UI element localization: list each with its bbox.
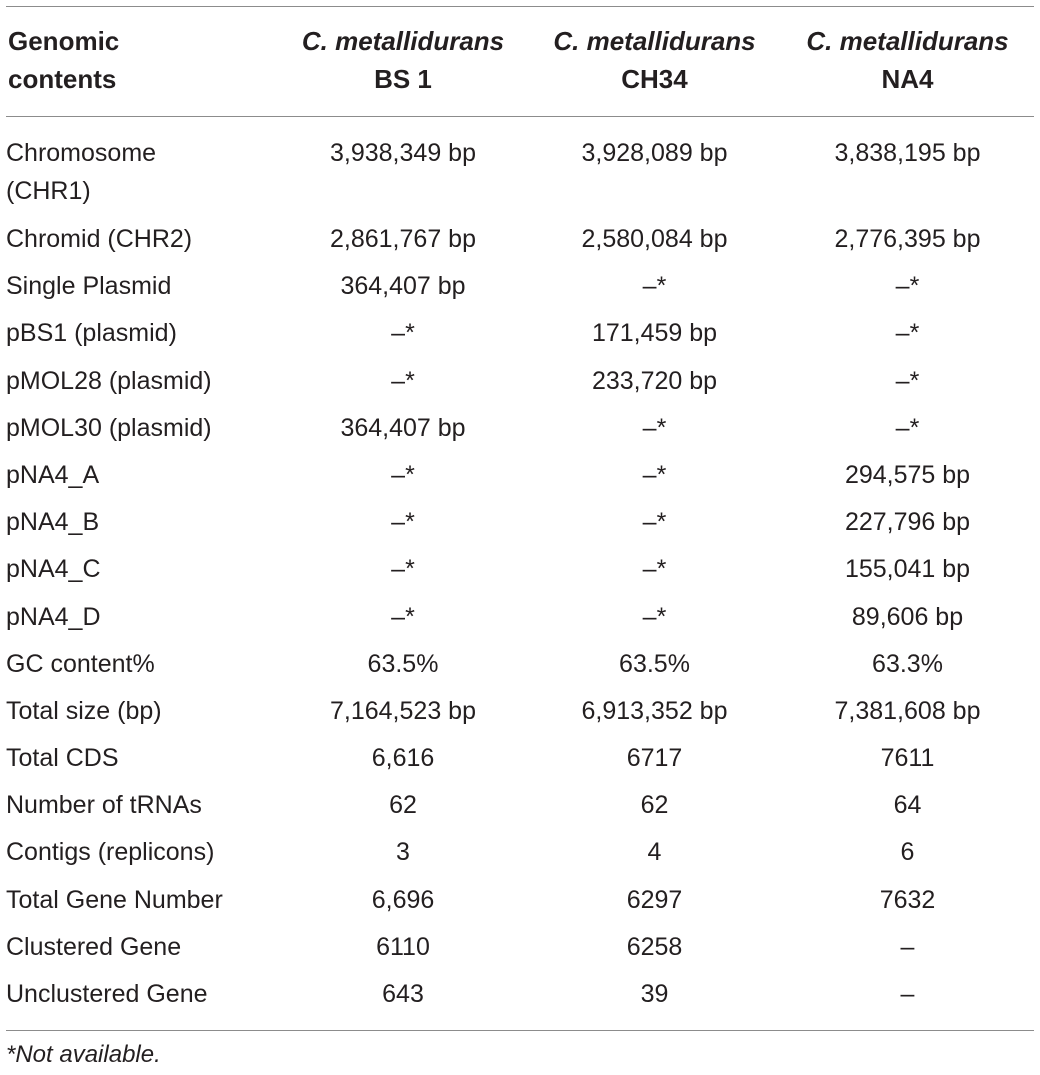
- row-label: Single Plasmid: [6, 272, 172, 301]
- table-cell: 89,606 bp: [851, 602, 964, 631]
- table-row: [6, 503, 1034, 550]
- table-cell: 6,913,352 bp: [581, 696, 728, 725]
- table-cell: 643: [382, 980, 424, 1008]
- table-cell: 6258: [626, 932, 683, 961]
- row-label: Clustered Gene: [6, 932, 182, 961]
- table-cell: –*: [642, 508, 667, 537]
- table-row: [6, 550, 1034, 597]
- row-label: Total size (bp): [6, 696, 162, 725]
- row-label: pNA4_B: [6, 508, 100, 537]
- table-cell: 155,041 bp: [844, 555, 971, 584]
- table-cell: –*: [895, 272, 920, 301]
- header-strain: CH34: [621, 64, 688, 94]
- table-row: [6, 739, 1034, 786]
- table-row: [6, 267, 1034, 314]
- table-cell: 64: [893, 791, 922, 820]
- table-cell: –*: [895, 366, 920, 395]
- table-row: [6, 881, 1034, 928]
- table-cell: –*: [391, 366, 415, 395]
- table-cell: 2,861,767 bp: [330, 225, 476, 253]
- table-row: [6, 314, 1034, 361]
- table-cell: –*: [642, 460, 667, 489]
- table-cell: 3,838,195 bp: [834, 139, 981, 167]
- table-row: [6, 833, 1034, 880]
- table-row: [6, 786, 1034, 833]
- table-header: [6, 16, 1034, 116]
- table-cell: 63.5%: [367, 649, 439, 678]
- table-cell: 233,720 bp: [591, 366, 718, 395]
- table-cell: 364,407 bp: [340, 413, 466, 442]
- table-cell: –*: [642, 272, 667, 301]
- table-cell: –*: [895, 319, 920, 348]
- row-label: pMOL30 (plasmid): [6, 413, 212, 442]
- table-cell: 364,407 bp: [340, 272, 466, 301]
- row-label: pMOL28 (plasmid): [6, 366, 212, 395]
- row-label: Number of tRNAs: [6, 791, 202, 820]
- header-species-na4: [781, 16, 1034, 116]
- header-species-ch34: [528, 16, 781, 116]
- table-cell: 7611: [880, 744, 935, 773]
- table-cell: 6110: [376, 932, 430, 961]
- table-row: [6, 692, 1034, 739]
- table-cell: 6: [900, 838, 915, 867]
- table-row: [6, 409, 1034, 456]
- table-cell: –*: [391, 555, 415, 584]
- table-cell: –: [900, 932, 915, 961]
- table-row: [6, 456, 1034, 503]
- table-cell: 6,696: [371, 885, 435, 914]
- table-footnote: *Not available.: [6, 1041, 161, 1068]
- table-body: [6, 116, 1034, 1022]
- header-genus: C. metallidurans: [301, 26, 505, 56]
- row-label: Total Gene Number: [6, 885, 223, 914]
- table-cell: 7,164,523 bp: [330, 696, 476, 725]
- table-cell: 3,938,349 bp: [330, 139, 476, 167]
- table-cell: 2,580,084 bp: [581, 225, 728, 253]
- top-rule: [6, 6, 1034, 7]
- table-cell: 6297: [626, 885, 683, 914]
- table-cell: 62: [640, 791, 669, 820]
- table-cell: 7632: [879, 885, 936, 914]
- header-species-bs1: [278, 16, 528, 116]
- table-row: [6, 598, 1034, 645]
- table-cell: –*: [642, 555, 667, 584]
- header-row: [6, 16, 1034, 116]
- table-cell: 3: [396, 838, 410, 867]
- table-cell: –*: [391, 460, 415, 489]
- table-cell: 6,616: [371, 744, 435, 773]
- row-label: Chromid (CHR2): [6, 225, 193, 253]
- table-cell: –*: [642, 602, 667, 631]
- row-label: Total CDS: [6, 744, 119, 773]
- table-cell: 7,381,608 bp: [834, 696, 981, 725]
- row-label: pNA4_C: [6, 555, 101, 584]
- row-label: pNA4_D: [6, 602, 101, 631]
- table-cell: –*: [391, 602, 415, 631]
- table-cell: –*: [895, 413, 920, 442]
- row-label: GC content%: [6, 649, 155, 678]
- row-label: pBS1 (plasmid): [6, 319, 177, 348]
- bottom-rule: [6, 1030, 1034, 1031]
- row-label: pNA4_A: [6, 460, 100, 489]
- table-cell: 63.5%: [619, 649, 690, 678]
- table-cell: 2,776,395 bp: [834, 225, 981, 253]
- table-row: [6, 975, 1034, 1022]
- genome-comparison-table: [6, 16, 1034, 1022]
- table-cell: 62: [389, 791, 417, 820]
- header-genus: C. metallidurans: [553, 26, 756, 56]
- table-cell: 227,796 bp: [844, 508, 971, 537]
- table-cell: –*: [391, 319, 415, 348]
- table-row: [6, 116, 1034, 220]
- table-row: [6, 645, 1034, 692]
- table-cell: 63.3%: [872, 649, 943, 678]
- table-row: [6, 220, 1034, 267]
- row-label: Contigs (replicons): [6, 838, 215, 867]
- table-cell: 4: [647, 838, 662, 867]
- header-genus: C. metallidurans: [806, 26, 1009, 56]
- table-cell: 6717: [626, 744, 683, 773]
- table-cell: 294,575 bp: [844, 460, 971, 489]
- row-label: Chromosome (CHR1): [6, 139, 157, 205]
- header-strain: BS 1: [374, 64, 432, 94]
- table-cell: 171,459 bp: [591, 319, 718, 348]
- table-cell: 39: [640, 980, 669, 1008]
- table-row: [6, 928, 1034, 975]
- row-label: Unclustered Gene: [6, 980, 208, 1008]
- table-row: [6, 362, 1034, 409]
- header-genomic-contents: Genomic contents: [8, 26, 120, 94]
- table-cell: 3,928,089 bp: [581, 139, 728, 167]
- table-cell: –*: [391, 508, 415, 537]
- table-cell: –: [900, 980, 915, 1008]
- header-strain: NA4: [881, 64, 934, 94]
- table-cell: –*: [642, 413, 667, 442]
